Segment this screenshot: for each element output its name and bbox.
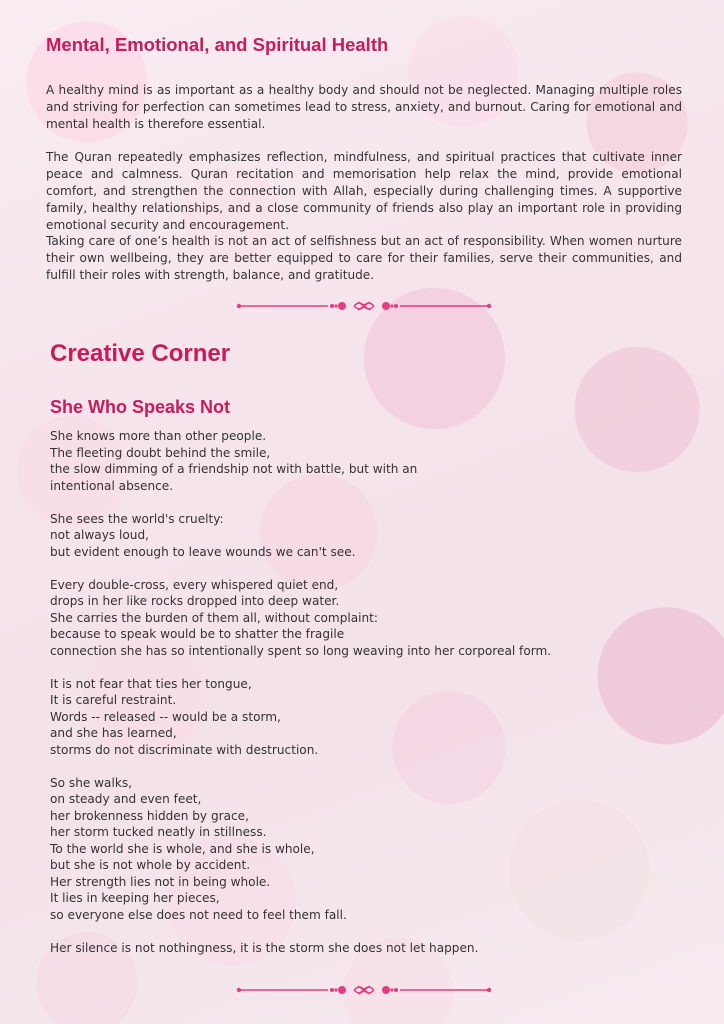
floral-divider-bottom xyxy=(236,983,492,997)
poem-stanza xyxy=(50,775,690,924)
poem-title: She Who Speaks Not xyxy=(50,397,231,417)
poem-line: To the world she is whole, and she is whole, xyxy=(50,841,315,856)
poem-line: connection she has so intentionally spent so long weaving into her corporeal form. xyxy=(50,643,552,658)
poem-line: She sees the world's cruelty: xyxy=(50,511,224,526)
section-paragraph-1: A healthy mind is as important as a healthy body and should not be neglected. Managing multiple roles and striving for perfection can sometimes lead to stress, anxiety, and burnout. Caring for emotional and mental health is therefore essential. xyxy=(46,83,682,131)
poem-line: the slow dimming of a friendship not with battle, but with an xyxy=(50,462,418,476)
section-paragraph-2: The Quran repeatedly emphasizes reflection, mindfulness, and spiritual practices that cultivate inner peace and calmness. Quran recitation and memorisation help relax the mind, provide emotional comfort, and strengthen the connection with Allah, especially during challenging times. A supportive family, healthy relationships, and a close community of friends also play an important role in providing emotional security and encouragement. xyxy=(46,150,682,232)
poem-line: Every double-cross, every whispered quiet end, xyxy=(50,577,339,592)
poem-line: storms do not discriminate with destruction. xyxy=(50,742,319,757)
poem-stanza xyxy=(50,428,690,494)
poem-line: It is not fear that ties her tongue, xyxy=(50,676,252,691)
poem xyxy=(50,428,690,973)
poem-line: drops in her like rocks dropped into deep water. xyxy=(50,594,340,608)
floral-divider-top xyxy=(236,299,492,313)
poem-line: The fleeting doubt behind the smile, xyxy=(50,445,271,460)
creative-corner-heading: Creative Corner xyxy=(50,340,231,367)
section-paragraph-3: Taking care of one’s health is not an act of selfishness but an act of responsibility. When women nurture their own wellbeing, they are better equipped to care for their families, serve their communities, and fulfill their roles with strength, balance, and gratitude. xyxy=(46,234,682,282)
poem-line: Her silence is not nothingness, it is the storm she does not let happen. xyxy=(50,940,479,955)
poem-line: her storm tucked neatly in stillness. xyxy=(50,825,267,839)
poem-line: on steady and even feet, xyxy=(50,792,202,806)
poem-line: because to speak would be to shatter the fragile xyxy=(50,627,345,641)
poem-line: so everyone else does not need to feel them fall. xyxy=(50,907,347,922)
poem-line: Words -- released -- would be a storm, xyxy=(50,709,281,724)
poem-line: but she is not whole by accident. xyxy=(50,858,251,872)
poem-stanza xyxy=(50,676,690,759)
section-heading: Mental, Emotional, and Spiritual Health xyxy=(46,34,389,55)
poem-line: It is careful restraint. xyxy=(50,693,177,707)
poem-line: So she walks, xyxy=(50,775,132,790)
poem-line: She knows more than other people. xyxy=(50,429,267,443)
poem-line: and she has learned, xyxy=(50,726,177,740)
poem-stanza xyxy=(50,577,690,660)
poem-line: not always loud, xyxy=(50,528,149,542)
poem-line: but evident enough to leave wounds we can't see. xyxy=(50,544,356,559)
poem-line: It lies in keeping her pieces, xyxy=(50,891,220,905)
poem-stanza xyxy=(50,511,690,561)
poem-line: Her strength lies not in being whole. xyxy=(50,874,271,889)
poem-line: her brokenness hidden by grace, xyxy=(50,808,249,823)
poem-line: intentional absence. xyxy=(50,478,174,493)
poem-stanza xyxy=(50,940,690,957)
poem-line: She carries the burden of them all, without complaint: xyxy=(50,610,379,625)
